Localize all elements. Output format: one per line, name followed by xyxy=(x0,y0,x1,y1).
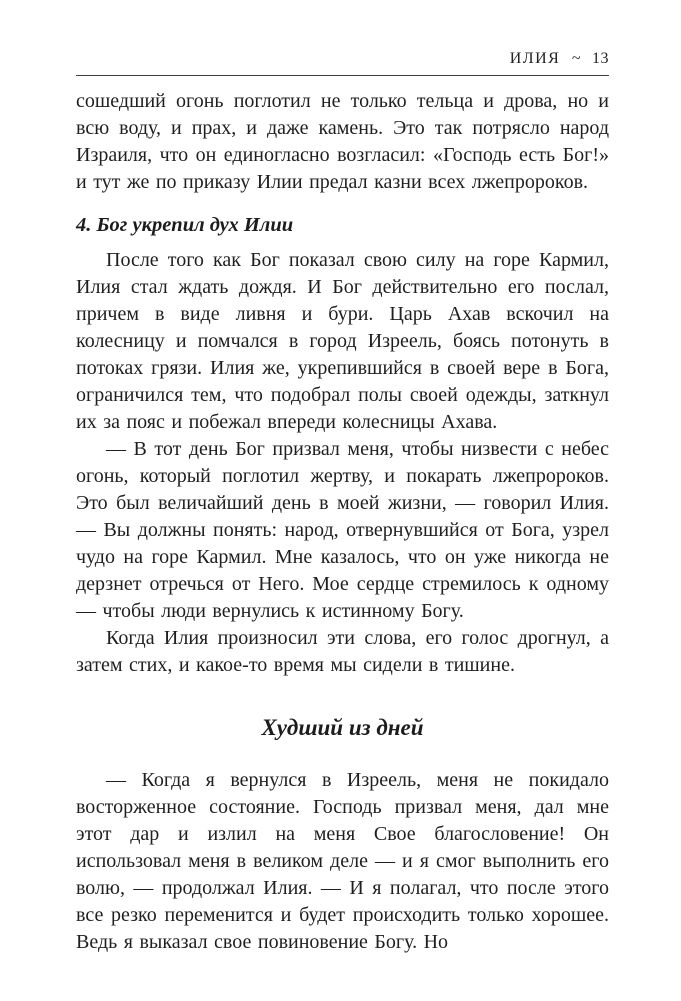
chapter-paragraph-1: — Когда я вернулся в Изреель, меня не покидало восторженное состояние. Господь призвал меня, дал мне этот дар и излил на меня Свое благословение! Он использовал меня в великом деле — и я смог выполнить его волю, — продолжал Илия. — И я полагал, что после этого все резко переменится и будет происходить только хорошее. Ведь я выказал свое повиновение Богу. Но xyxy=(76,769,609,953)
section-paragraph-3: Когда Илия произносил эти слова, его голос дрогнул, а затем стих, и какое-то время мы сидели в тишине. xyxy=(76,627,609,676)
section-heading: 4. Бог укрепил дух Илии xyxy=(76,214,294,236)
page-header xyxy=(76,50,609,76)
header-separator: ~ xyxy=(571,50,581,67)
page-body xyxy=(76,88,609,956)
running-title: ИЛИЯ xyxy=(509,50,561,67)
running-head xyxy=(76,50,609,68)
section-paragraph-2: — В тот день Бог призвал меня, чтобы низвести с небес огонь, который поглотил жертву, и покарать лжепророков. Это был величайший день в моей жизни, — говорил Илия. — Вы должны понять: народ, отвернувшийся от Бога, узрел чудо на горе Кармил. Мне казалось, что он уже никогда не дерзнет отречься от Него. Мое сердце стремилось к одному — чтобы люди вернулись к истинному Богу. xyxy=(76,438,609,622)
section-paragraph-1: После того как Бог показал свою силу на горе Кармил, Илия стал ждать дождя. И Бог действительно его послал, причем в виде ливня и бури. Царь Ахав вскочил на колесницу и помчался в город Изреель, боясь потонуть в потоках грязи. Илия же, укрепившийся в своей вере в Бога, ограничился тем, что подобрал полы своей одежды, заткнул их за пояс и побежал впереди колесницы Ахава. xyxy=(76,249,609,433)
page-number: 13 xyxy=(592,50,609,67)
chapter-heading: Худший из дней xyxy=(261,715,424,740)
continuation-paragraph: сошедший огонь поглотил не только тельца и дрова, но и всю воду, и прах, и даже камень. Это так потрясло народ Израиля, что он единогласно возгласил: «Господь есть Бог!» и тут же по приказу Илии предал казни всех лжепророков. xyxy=(76,90,609,193)
